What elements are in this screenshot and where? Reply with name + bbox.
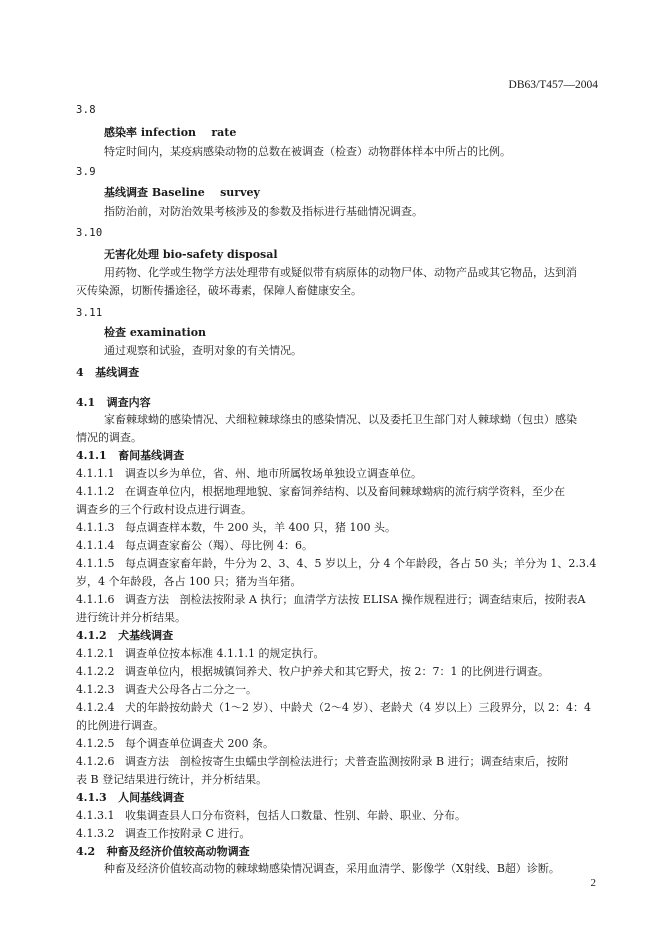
text-line: 4.1.2 犬基线调查 — [76, 629, 174, 642]
text-line: 4.1.1.5 每点调查家畜年龄，牛分为 2、3、4、5 岁以上，分 4 个年龄段，各占 50 头；羊分为 1、2.3.4 — [76, 557, 597, 570]
text-line: 4.1.1.1 调查以乡为单位，省、州、地市所属牧场单独设立调查单位。 — [76, 467, 422, 480]
text-line: 4.1.3.1 收集调查县人口分布资料，包括人口数量、性别、年龄、职业、分布。 — [76, 809, 466, 822]
text-line: 3.10 — [76, 227, 103, 239]
text-line: 4.1.1.4 每点调查家畜公（羯）、母比例 4：6。 — [76, 539, 313, 552]
text-line: 3.11 — [76, 307, 103, 319]
text-line: 4.1.2.1 调查单位按本标准 4.1.1.1 的规定执行。 — [76, 647, 325, 660]
text-line: 4.1.2.6 调查方法 剖检按寄生虫蠕虫学剖检法进行；犬普查监测按附录 B 进行；调查结束后，按附 — [76, 755, 569, 768]
text-line: 无害化处理 bio-safety disposal — [104, 248, 278, 261]
text-line: 岁，4 个年龄段，各占 100 只；猪为当年猪。 — [76, 575, 302, 588]
text-line: 4.1.2.4 犬的年龄按幼龄犬（1～2 岁）、中龄犬（2～4 岁）、老龄犬（4 岁以上）三段界分，以 2：4：4 — [76, 701, 591, 714]
document-id-header: DB63/T457—2004 — [508, 79, 598, 91]
page-number: 2 — [590, 877, 596, 889]
text-line: 4.1.1.3 每点调查样本数，牛 200 头，羊 400 只，猪 100 头。 — [76, 521, 396, 534]
text-line: 4.1.3 人间基线调查 — [76, 791, 185, 804]
text-line: 3.8 — [76, 104, 96, 116]
text-line: 用药物、化学或生物学方法处理带有或疑似带有病原体的动物尸体、动物产品或其它物品，达到消 — [104, 266, 577, 279]
text-line: 4.1.3.2 调查工作按附录 C 进行。 — [76, 827, 251, 840]
text-line: 4.1.1.2 在调查单位内，根据地理地貌、家畜饲养结构、以及畜间棘球蚴病的流行病学资料，至少在 — [76, 485, 565, 498]
text-line: 4.1 调查内容 — [76, 396, 151, 409]
text-line: 家畜棘球蚴的感染情况、犬细粒棘球绦虫的感染情况、以及委托卫生部门对人棘球蚴（包虫）感染 — [104, 413, 577, 426]
text-line: 通过观察和试验，查明对象的有关情况。 — [104, 344, 302, 357]
text-line: 特定时间内，某疫病感染动物的总数在被调查（检查）动物群体样本中所占的比例。 — [104, 145, 511, 158]
text-line: 表 B 登记结果进行统计，并分析结果。 — [76, 773, 268, 786]
text-line: 灭传染源，切断传播途径，破坏毒素，保障人畜健康安全。 — [76, 284, 362, 297]
text-line: 的比例进行调查。 — [76, 719, 164, 732]
text-line: 3.9 — [76, 166, 96, 178]
text-line: 4.1.2.5 每个调查单位调查犬 200 条。 — [76, 737, 274, 750]
text-line: 感染率 infection rate — [104, 126, 237, 139]
text-line: 4.1.1.6 调查方法 剖检法按附录 A 执行；血清学方法按 ELISA 操作规程进行；调查结束后，按附表A — [76, 593, 586, 606]
text-line: 4.2 种畜及经济价值较高动物调查 — [76, 845, 250, 858]
text-line: 指防治前，对防治效果考核涉及的参数及指标进行基础情况调查。 — [104, 205, 423, 218]
text-line: 4.1.2.3 调查犬公母各占二分之一。 — [76, 683, 257, 696]
text-line: 4.1.2.2 调查单位内，根据城镇饲养犬、牧户护养犬和其它野犬，按 2：7：1 的比例进行调查。 — [76, 665, 549, 678]
text-line: 情况的调查。 — [76, 431, 142, 444]
text-line: 4 基线调查 — [76, 366, 140, 379]
text-line: 4.1.1 畜间基线调查 — [76, 449, 185, 462]
text-line: 基线调查 Baseline survey — [104, 186, 260, 199]
text-line: 种畜及经济价值较高动物的棘球蚴感染情况调查，采用血清学、影像学（X射线、B超）诊断。 — [104, 862, 560, 875]
text-line: 进行统计并分析结果。 — [76, 611, 186, 624]
text-line: 调查乡的三个行政村设点进行调查。 — [76, 503, 252, 516]
text-line: 检查 examination — [104, 326, 207, 339]
